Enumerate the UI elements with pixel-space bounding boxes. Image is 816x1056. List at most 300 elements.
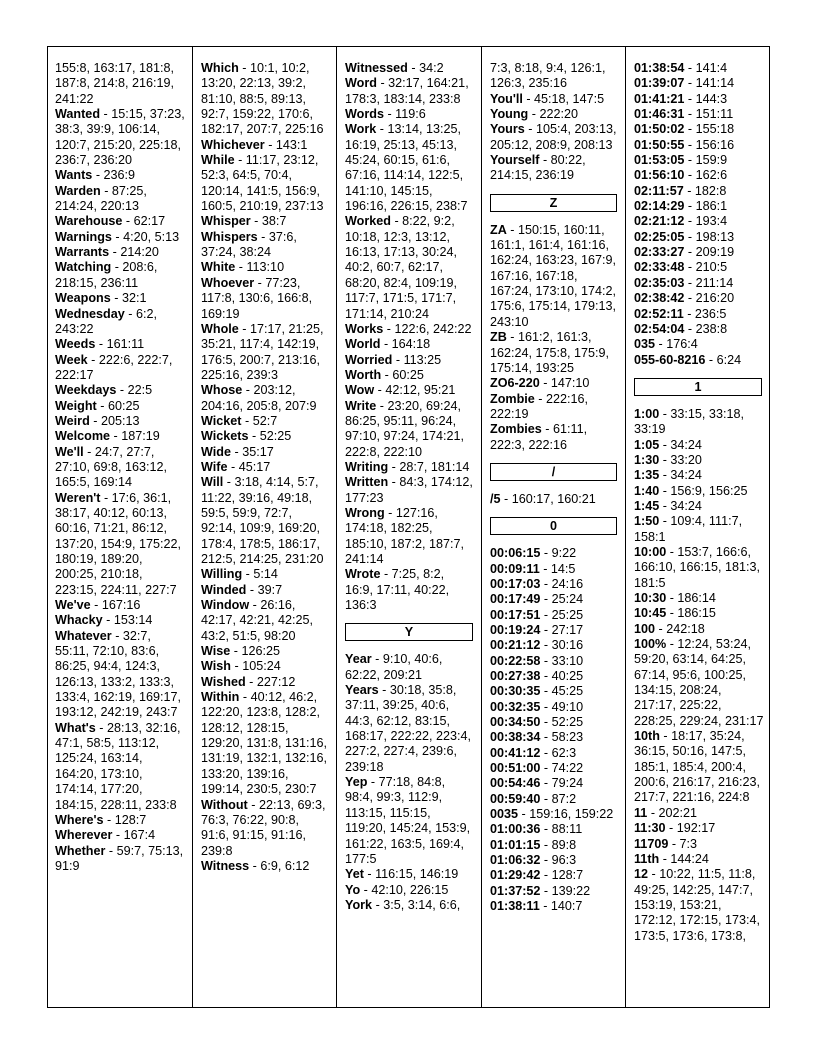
index-entry [345,460,475,475]
index-term: 100% [634,637,667,652]
index-term: Willing [201,567,243,582]
index-entry [490,376,619,391]
page-line-refs: 161:11 [106,337,145,352]
index-term: 11:30 [634,821,666,836]
term-separator: - [376,76,389,91]
page-line-refs: 192:17 [676,821,716,836]
index-entry [345,867,475,882]
page-line-refs: 96:3 [551,853,577,868]
page-line-refs: 74:22 [551,761,584,776]
page-line-refs: 23:20, 69:24, 86:25, 95:11, 96:24, 97:10, 97:24, 174:21, 222:8, 222:10 [345,398,465,459]
page-line-refs: 203:12, 204:16, 205:8, 207:9 [201,383,317,413]
term-separator: - [100,490,112,505]
index-entry [490,776,619,791]
index-entry [55,353,186,384]
term-separator: - [111,628,123,643]
index-entry [634,168,764,183]
term-separator: - [230,444,243,459]
index-entry [201,138,330,153]
term-separator: - [540,791,552,806]
index-term: 01:50:55 [634,137,685,152]
page-line-refs: 113:10 [246,260,285,275]
index-term: 01:37:52 [490,883,541,898]
page-line-refs: 61:11, 222:3, 222:16 [490,422,588,452]
term-separator: - [372,897,384,912]
page-line-refs: 59:7, 75:13, 91:9 [55,843,184,873]
page-line-refs: 60:25 [392,367,424,382]
term-separator: - [363,867,376,882]
index-entry [490,61,619,92]
index-term: Weeds [55,337,96,352]
term-separator: - [96,398,108,413]
index-term: Wrote [345,567,381,582]
index-term: Weapons [55,291,111,306]
page-line-refs: 238:8 [695,321,728,336]
term-separator: - [541,422,553,437]
index-entry [634,499,764,514]
index-term: Whisper [201,214,251,229]
index-term: Warrants [55,245,110,260]
page-line-refs: 45:17 [238,459,271,474]
term-separator: - [539,899,551,914]
page-line-refs: 18:17, 35:24, 36:15, 50:16, 147:5, 185:1, 185:4, 200:4, 200:6, 216:17, 216:23, 217:7, 221:16, 224:8 [634,729,761,805]
term-separator: - [539,376,551,391]
index-entry [201,798,330,859]
page-line-refs: 45:18, 147:5 [534,91,605,106]
page-line-refs: 116:15, 146:19 [375,867,459,882]
index-entry [345,898,475,913]
index-entry [490,884,619,899]
term-separator: - [540,699,552,714]
page-line-refs: 122:6, 242:22 [394,321,472,336]
page-line-refs: 144:3 [695,91,728,106]
index-term: Wish [201,659,231,674]
page-line-refs: 109:4, 111:7, 158:1 [634,514,743,544]
index-term: Weird [55,413,90,428]
page-line-refs: 7:3 [679,836,698,851]
index-term: Week [55,352,88,367]
index-term: 00:59:40 [490,791,541,806]
index-term: 01:38:11 [490,899,540,914]
index-term: ZO6-220 [490,376,540,391]
index-term: Watching [55,260,112,275]
page-line-refs: 37:6, 37:24, 38:24 [201,229,297,260]
index-entry [345,61,475,76]
index-term: Write [345,398,377,413]
term-separator: - [376,122,388,137]
page-line-refs: 77:23, 117:8, 130:6, 166:8, 169:19 [201,275,313,321]
index-term: Wow [345,383,375,398]
index-entry [201,322,330,383]
page-line-refs: 60:25 [107,398,140,413]
index-entry [634,606,764,621]
page-line-refs: 153:7, 166:6, 166:10, 166:15, 181:3, 181:5 [634,544,761,590]
index-term: 02:14:29 [634,199,685,214]
index-entry [634,322,764,337]
page-line-refs: 113:25 [403,352,442,367]
index-entry [634,61,764,76]
section-letter-header: 0 [490,517,617,535]
page-line-refs: 62:3 [551,745,577,760]
page-line-refs: 209:19 [695,245,735,260]
index-term: Window [201,598,250,613]
index-entry [634,867,764,944]
page-line-refs: 24:7, 27:7, 27:10, 69:8, 163:12, 165:5, 169:14 [55,444,168,490]
term-separator: - [230,644,242,659]
index-term: Young [490,107,529,122]
index-term: 00:27:38 [490,669,541,683]
page-line-refs: 202:21 [658,805,698,820]
page-line-refs: 11:17, 23:12, 52:3, 64:5, 70:4, 120:14, 141:5, 156:9, 160:5, 210:19, 237:13 [201,153,324,214]
term-separator: - [254,275,266,290]
term-separator: - [257,229,269,244]
index-entry [55,629,186,721]
index-term: Wife [201,459,228,474]
index-entry [490,730,619,745]
index-term: Yours [490,122,525,137]
section-letter-header: 1 [634,378,762,396]
index-entry [490,623,619,638]
index-entry [55,721,186,813]
index-term: Writing [345,459,389,474]
index-term: Worried [345,352,393,367]
index-entry [634,122,764,137]
page-line-refs: 9:10, 40:6, 62:22, 209:21 [345,652,443,682]
term-separator: - [230,659,243,674]
index-term: 00:06:15 [490,546,541,561]
index-entry [634,76,764,91]
index-entry [201,276,330,322]
index-entry [55,307,186,338]
page-line-refs: 49:10 [551,699,584,714]
term-separator: - [388,459,400,474]
page-line-refs: 167:16 [101,598,141,613]
term-separator: - [528,107,540,122]
term-separator: - [540,837,552,852]
page-line-refs: 62:17 [133,214,166,229]
index-entry [201,460,330,475]
term-separator: - [383,107,396,122]
index-entry [201,567,330,582]
index-entry [345,322,475,337]
term-separator: - [367,775,379,790]
term-separator: - [684,91,696,106]
page-line-refs: 242:18 [666,621,705,636]
term-separator: - [705,352,717,367]
index-term: 0035 [490,807,519,822]
index-entry [55,491,186,598]
page-line-refs: 193:4 [695,214,728,229]
term-separator: - [683,306,695,321]
index-entry [55,337,186,352]
index-entry [634,837,764,852]
index-term: ZB [490,330,507,345]
index-entry [634,138,764,153]
page-line-refs: 147:10 [550,376,590,391]
term-separator: - [227,459,239,474]
index-entry [345,567,475,613]
term-separator: - [684,275,696,290]
page-line-refs: 28:13, 32:16, 47:1, 58:5, 113:12, 125:24, 163:14, 164:20, 173:10, 174:14, 177:20, 184:15, 228:11, 233:8 [55,720,181,812]
index-term: 00:38:34 [490,730,541,745]
page-line-refs: 6:2, 243:22 [55,306,157,336]
page-line-refs: 52:25 [551,715,584,730]
index-term: 055-60-8216 [634,352,706,367]
term-separator: - [110,429,122,444]
index-term: 035 [634,337,656,352]
page-line-refs: 34:24 [670,498,702,513]
term-separator: - [105,843,117,858]
index-entry [55,291,186,306]
index-entry [55,445,186,491]
term-separator: - [103,812,115,827]
index-term: 1:00 [634,406,660,421]
term-separator: - [524,122,536,137]
term-separator: - [249,598,261,613]
index-term: 10:45 [634,606,667,621]
index-term: 00:21:12 [490,638,541,653]
index-entry [634,307,764,322]
page-line-refs: 35:17 [242,444,274,459]
index-term: Works [345,321,384,336]
page-line-refs: 222:20 [539,107,578,122]
term-separator: - [242,383,254,398]
index-entry [634,92,764,107]
index-term: 01:39:07 [634,76,685,91]
section-letter-header: Z [490,194,617,212]
index-term: 00:22:58 [490,653,541,668]
page-line-refs: 211:14 [695,275,734,290]
index-entry [490,153,619,184]
index-term: 02:33:48 [634,260,685,275]
page-line-refs: 139:22 [551,883,591,898]
index-entry [634,230,764,245]
term-separator: - [540,638,552,653]
index-term: 00:32:35 [490,699,541,714]
index-term: Within [201,690,240,705]
page-line-refs: 30:16 [551,638,584,653]
term-separator: - [534,391,546,406]
index-term: 11709 [634,836,669,851]
index-term: Wickets [201,429,249,444]
term-separator: - [239,690,251,705]
index-entry [490,577,619,592]
index-entry [55,429,186,444]
index-term: Witness [201,858,250,873]
page-line-refs: 14:5 [550,561,576,576]
index-entry [490,107,619,122]
index-entry [634,407,764,438]
term-separator: - [659,729,672,744]
term-separator: - [95,720,107,735]
index-entry [55,399,186,414]
index-term: 1:30 [634,452,660,467]
index-entry [634,199,764,214]
page-line-refs: 39:7 [257,582,283,597]
index-term: Zombie [490,391,535,406]
page-line-refs: 34:2 [419,61,444,75]
term-separator: - [246,582,258,597]
page-line-refs: 198:13 [695,229,735,244]
index-entry [490,792,619,807]
term-separator: - [659,406,671,421]
index-entry [345,883,475,898]
index-term: 00:17:51 [490,607,541,622]
term-separator: - [102,613,114,628]
index-entry [490,592,619,607]
index-term: 02:52:11 [634,306,684,321]
page-line-refs: 22:5 [127,383,153,398]
index-entry [201,644,330,659]
page-line-refs: 40:25 [551,669,584,683]
term-separator: - [684,291,696,306]
page-line-refs: 164:18 [391,337,431,352]
term-separator: - [238,61,250,75]
index-entry [55,107,186,168]
index-entry [201,583,330,598]
index-term: We've [55,598,91,613]
term-separator: - [506,222,518,237]
index-entry [201,690,330,797]
page-line-refs: 28:7, 181:14 [399,459,470,474]
term-separator: - [378,683,390,698]
index-entry [55,813,186,828]
index-term: 00:54:46 [490,776,541,791]
index-term: /5 [490,491,501,506]
index-term: Worked [345,214,391,229]
section-letter-header: / [490,463,617,481]
page-line-refs: 6:24 [716,352,742,367]
index-term: 1:05 [634,437,660,452]
term-separator: - [666,591,678,605]
term-separator: - [540,776,552,791]
index-term: Wherever [55,828,113,843]
index-term: Words [345,107,384,122]
index-entry [201,675,330,690]
page-line-refs: 126:25 [241,644,281,659]
index-term: 02:11:57 [634,183,684,198]
index-entry [634,545,764,591]
index-entry [634,276,764,291]
page-line-refs: 15:15, 37:23, 38:3, 39:9, 106:14, 120:7, 215:20, 225:18, 236:7, 236:20 [55,107,185,168]
index-entry [55,598,186,613]
page-line-refs: 84:3, 174:12, 177:23 [345,475,473,505]
index-entry [634,468,764,483]
index-term: 1:40 [634,483,660,498]
term-separator: - [249,858,261,873]
index-column-1 [47,46,192,1008]
page-line-refs: 141:14 [695,76,735,91]
term-separator: - [539,561,551,576]
index-term: 01:56:10 [634,168,685,183]
term-separator: - [248,429,260,444]
page-line-refs: 52:7 [252,413,278,428]
term-separator: - [89,413,101,428]
index-term: Wrong [345,505,385,520]
index-term: 11th [634,851,660,866]
index-entry [201,414,330,429]
index-term: Wished [201,674,246,689]
index-entry [201,598,330,644]
index-entry [201,230,330,261]
index-term: 00:34:50 [490,715,541,730]
term-separator: - [390,214,403,229]
page-line-refs: 32:7, 55:11, 72:10, 83:6, 86:25, 94:4, 124:3, 126:13, 133:2, 133:3, 133:4, 162:19, 169:17, 193:12, 242:19, 243:7 [55,628,182,720]
index-entry [490,638,619,653]
term-separator: - [684,229,696,244]
term-separator: - [684,153,696,168]
term-separator: - [371,652,383,667]
page-line-refs: 176:4 [666,337,698,352]
term-separator: - [666,544,678,559]
index-entry [201,659,330,674]
index-entry [490,853,619,868]
page-line-refs: 25:24 [551,592,584,607]
term-separator: - [234,153,246,168]
term-separator: - [122,214,134,229]
page-line-refs: 119:6 [395,107,426,122]
index-entry [345,399,475,460]
index-term: 01:01:15 [490,837,541,852]
index-entry [634,622,764,637]
index-term: 00:19:24 [490,622,541,637]
index-term: Yet [345,867,364,882]
index-term: While [201,153,235,168]
index-entry [345,775,475,867]
index-term: 11 [634,805,648,820]
page-line-refs: 236:5 [694,306,727,321]
term-separator: - [540,853,552,868]
term-separator: - [116,383,128,398]
term-separator: - [684,137,696,152]
term-separator: - [235,260,247,275]
index-entry [345,383,475,398]
index-entry [345,652,475,683]
index-term: Yep [345,775,368,790]
term-separator: - [392,352,404,367]
index-entry [634,353,764,368]
page-line-refs: 87:2 [551,791,577,806]
index-term: Zombies [490,422,542,437]
term-separator: - [250,214,262,229]
index-entry [345,107,475,122]
page-line-refs: 143:1 [275,137,308,152]
index-entry [634,637,764,729]
page-line-refs: 222:16, 222:19 [490,391,589,421]
term-separator: - [376,398,388,413]
page-line-refs: 236:9 [103,168,136,183]
page-line-refs: 77:18, 84:8, 98:4, 99:3, 112:9, 113:15, 115:15, 119:20, 145:24, 153:9, 161:22, 163:5, 169:4, 177:5 [345,775,471,866]
index-entry [55,414,186,429]
index-term: What's [55,720,96,735]
term-separator: - [518,807,530,822]
index-term: York [345,897,373,912]
term-separator: - [666,637,678,652]
term-separator: - [655,337,667,352]
index-term: Written [345,475,389,490]
index-term: Yourself [490,153,540,168]
index-term: Whichever [201,137,265,152]
index-term: Whose [201,383,243,398]
index-entry [490,684,619,699]
index-term: You'll [490,91,523,106]
index-term: Wise [201,644,231,659]
term-separator: - [540,761,552,776]
index-entry [490,899,619,914]
term-separator: - [659,851,671,866]
term-separator: - [247,797,259,812]
index-term: 02:38:42 [634,291,685,306]
